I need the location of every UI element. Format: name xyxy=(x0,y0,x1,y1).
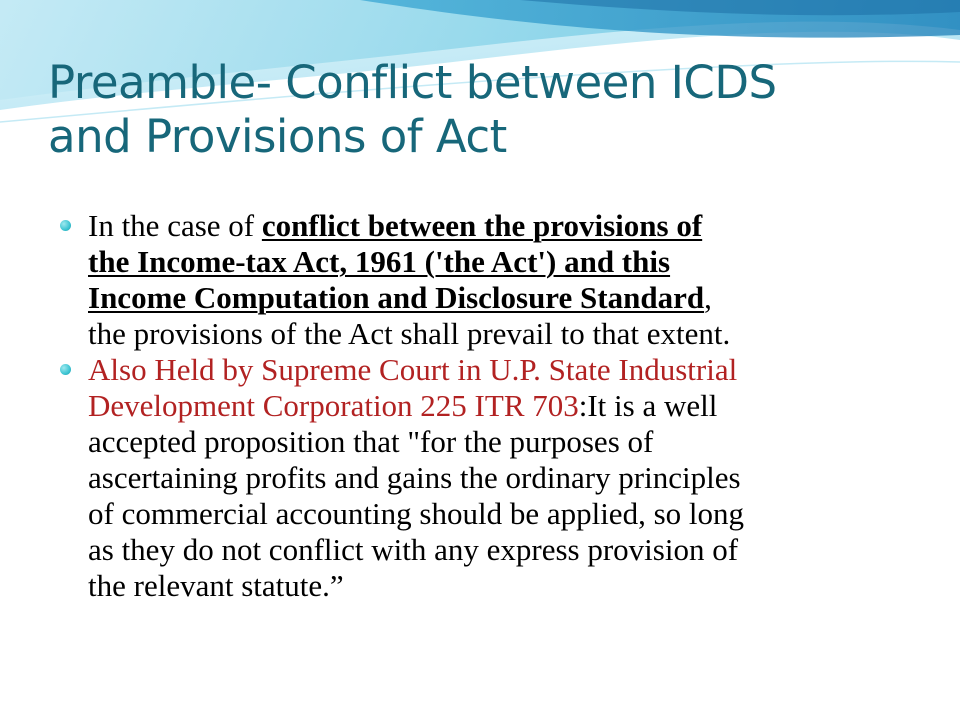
bullet-1-line-3 xyxy=(88,280,920,316)
bullet-2-line-6: as they do not conflict with any express provision of xyxy=(88,532,739,567)
slide-title xyxy=(48,56,928,164)
bullet-list xyxy=(60,208,920,604)
slide-title-line-1: Preamble- Conflict between ICDS xyxy=(48,56,777,109)
bullet-dot-icon xyxy=(60,364,71,375)
bullet-1-comma: , xyxy=(704,280,712,315)
bullet-2-line-7: the relevant statute.” xyxy=(88,568,344,603)
bullet-1-line-1 xyxy=(88,208,920,244)
bullet-dot-icon xyxy=(60,220,71,231)
bullet-1-text-intro: In the case of xyxy=(88,208,262,243)
bullet-2-case-citation: Development Corporation 225 ITR 703 xyxy=(88,388,579,423)
bullet-item-conflict xyxy=(60,208,920,352)
bullet-item-supreme-court xyxy=(60,352,920,604)
bullet-2-line-2 xyxy=(88,388,920,424)
bullet-1-line-4: the provisions of the Act shall prevail to that extent. xyxy=(88,316,731,351)
bullet-1-emphasis-a: conflict between the provisions of xyxy=(261,208,703,243)
bullet-2-line-4: ascertaining profits and gains the ordinary principles xyxy=(88,460,741,495)
slide-title-line-2: and Provisions of Act xyxy=(48,110,507,163)
bullet-2-line-3: accepted proposition that "for the purposes of xyxy=(88,424,654,459)
bullet-1-emphasis-c: Income Computation and Disclosure Standard xyxy=(88,280,705,315)
bullet-2-text-start: :It is a well xyxy=(578,388,718,423)
bullet-2-line-5: of commercial accounting should be applied, so long xyxy=(88,496,744,531)
bullet-2-line-1: Also Held by Supreme Court in U.P. State Industrial xyxy=(88,352,738,387)
bullet-1-emphasis-b: the Income-tax Act, 1961 ('the Act') and this xyxy=(88,244,671,279)
